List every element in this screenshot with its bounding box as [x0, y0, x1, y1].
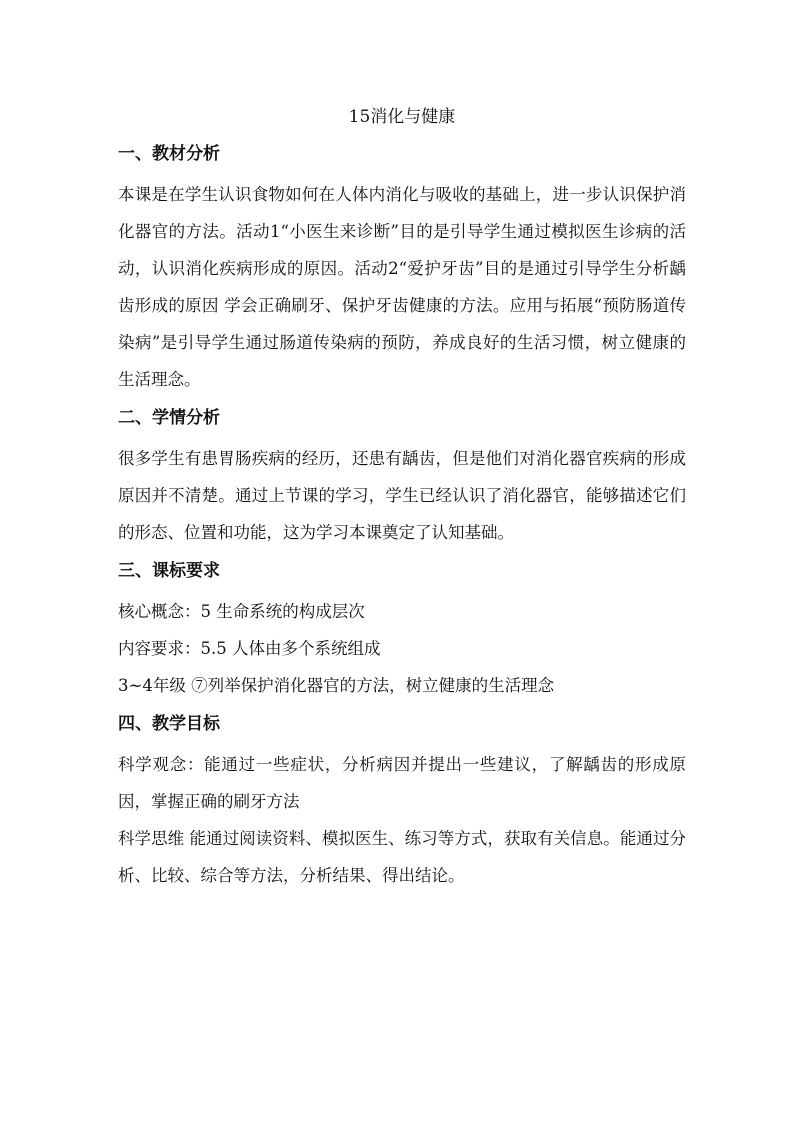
goal-scientific-thinking: 科学思维 能通过阅读资料、模拟医生、练习等方式，获取有关信息。能通过分析、比较、综合等方法，分析结果、得出结论。 — [118, 829, 686, 885]
section-heading-student-analysis: 二、学情分析 — [118, 408, 220, 428]
document-body — [118, 100, 686, 894]
goal-scientific-concept: 科学观念：能通过一些症状，分析病因并提出一些建议，了解龋齿的形成原因，掌握正确的刷牙方法 — [118, 755, 686, 811]
section-heading-textbook-analysis: 一、教材分析 — [118, 144, 220, 164]
curriculum-line-content-requirement: 内容要求：5.5 人体由多个系统组成 — [118, 639, 381, 658]
section-text-student-analysis: 很多学生有患胃肠疾病的经历，还患有龋齿，但是他们对消化器官疾病的形成原因并不清楚。通过上节课的学习，学生已经认识了消化器官，能够描述它们的形态、位置和功能，这为学习本课奠定了认知基础。 — [118, 449, 686, 542]
document-title: 15消化与健康 — [348, 107, 456, 127]
section-heading-teaching-goals: 四、教学目标 — [118, 714, 220, 734]
section-heading-curriculum-requirements: 三、课标要求 — [118, 561, 220, 581]
curriculum-line-core-concept: 核心概念：5 生命系统的构成层次 — [118, 602, 365, 621]
curriculum-line-grade-requirement: 3~4年级 ⑦列举保护消化器官的方法，树立健康的生活理念 — [118, 676, 555, 695]
section-text-textbook-analysis: 本课是在学生认识食物如何在人体内消化与吸收的基础上，进一步认识保护消化器官的方法。活动1“小医生来诊断”目的是引导学生通过模拟医生诊病的活动，认识消化疾病形成的原因。活动2“爱护牙齿”目的是通过引导学生分析龋齿形成的原因 学会正确刷牙、保护牙齿健康的方法。应用与拓展“预防肠道传染病”是引导学生通过肠道传染病的预防，养成良好的生活习惯，树立健康的生活理念。 — [118, 185, 686, 389]
